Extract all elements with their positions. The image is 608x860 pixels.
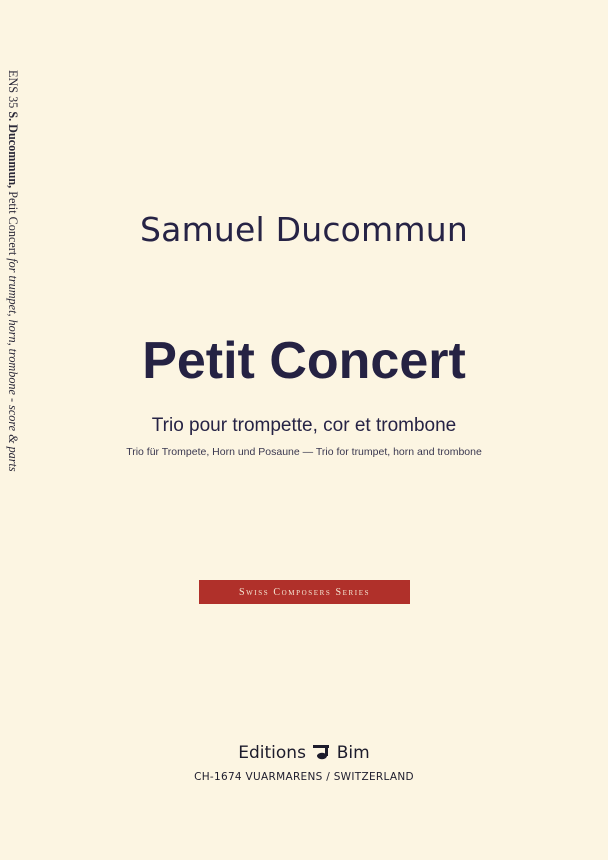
publisher-name-part2: Bim <box>336 743 370 763</box>
publisher-logo <box>0 743 608 763</box>
spine-title: Petit Concert <box>6 191 20 256</box>
work-title: Petit Concert <box>142 332 466 390</box>
publisher-name-part1: Editions <box>238 743 306 763</box>
series-label: Swiss Composers Series <box>238 586 371 598</box>
spine-code: ENS 35 <box>6 70 20 109</box>
subtitle: Trio pour trompette, cor et trombone <box>151 415 457 436</box>
music-note-icon <box>312 744 330 760</box>
series-band <box>199 580 410 604</box>
spine-composer: S. Ducommun, <box>6 111 20 189</box>
spine-text <box>5 70 20 472</box>
subtitle-translations: Trio für Trompete, Horn und Posaune — Trio for trumpet, horn and trombone <box>126 446 482 458</box>
spine-description: for trumpet, horn, trombone - score & parts <box>6 258 20 472</box>
publisher-address: CH-1674 VUARMARENS / SWITZERLAND <box>194 771 414 783</box>
composer-name: Samuel Ducommun <box>140 210 468 249</box>
